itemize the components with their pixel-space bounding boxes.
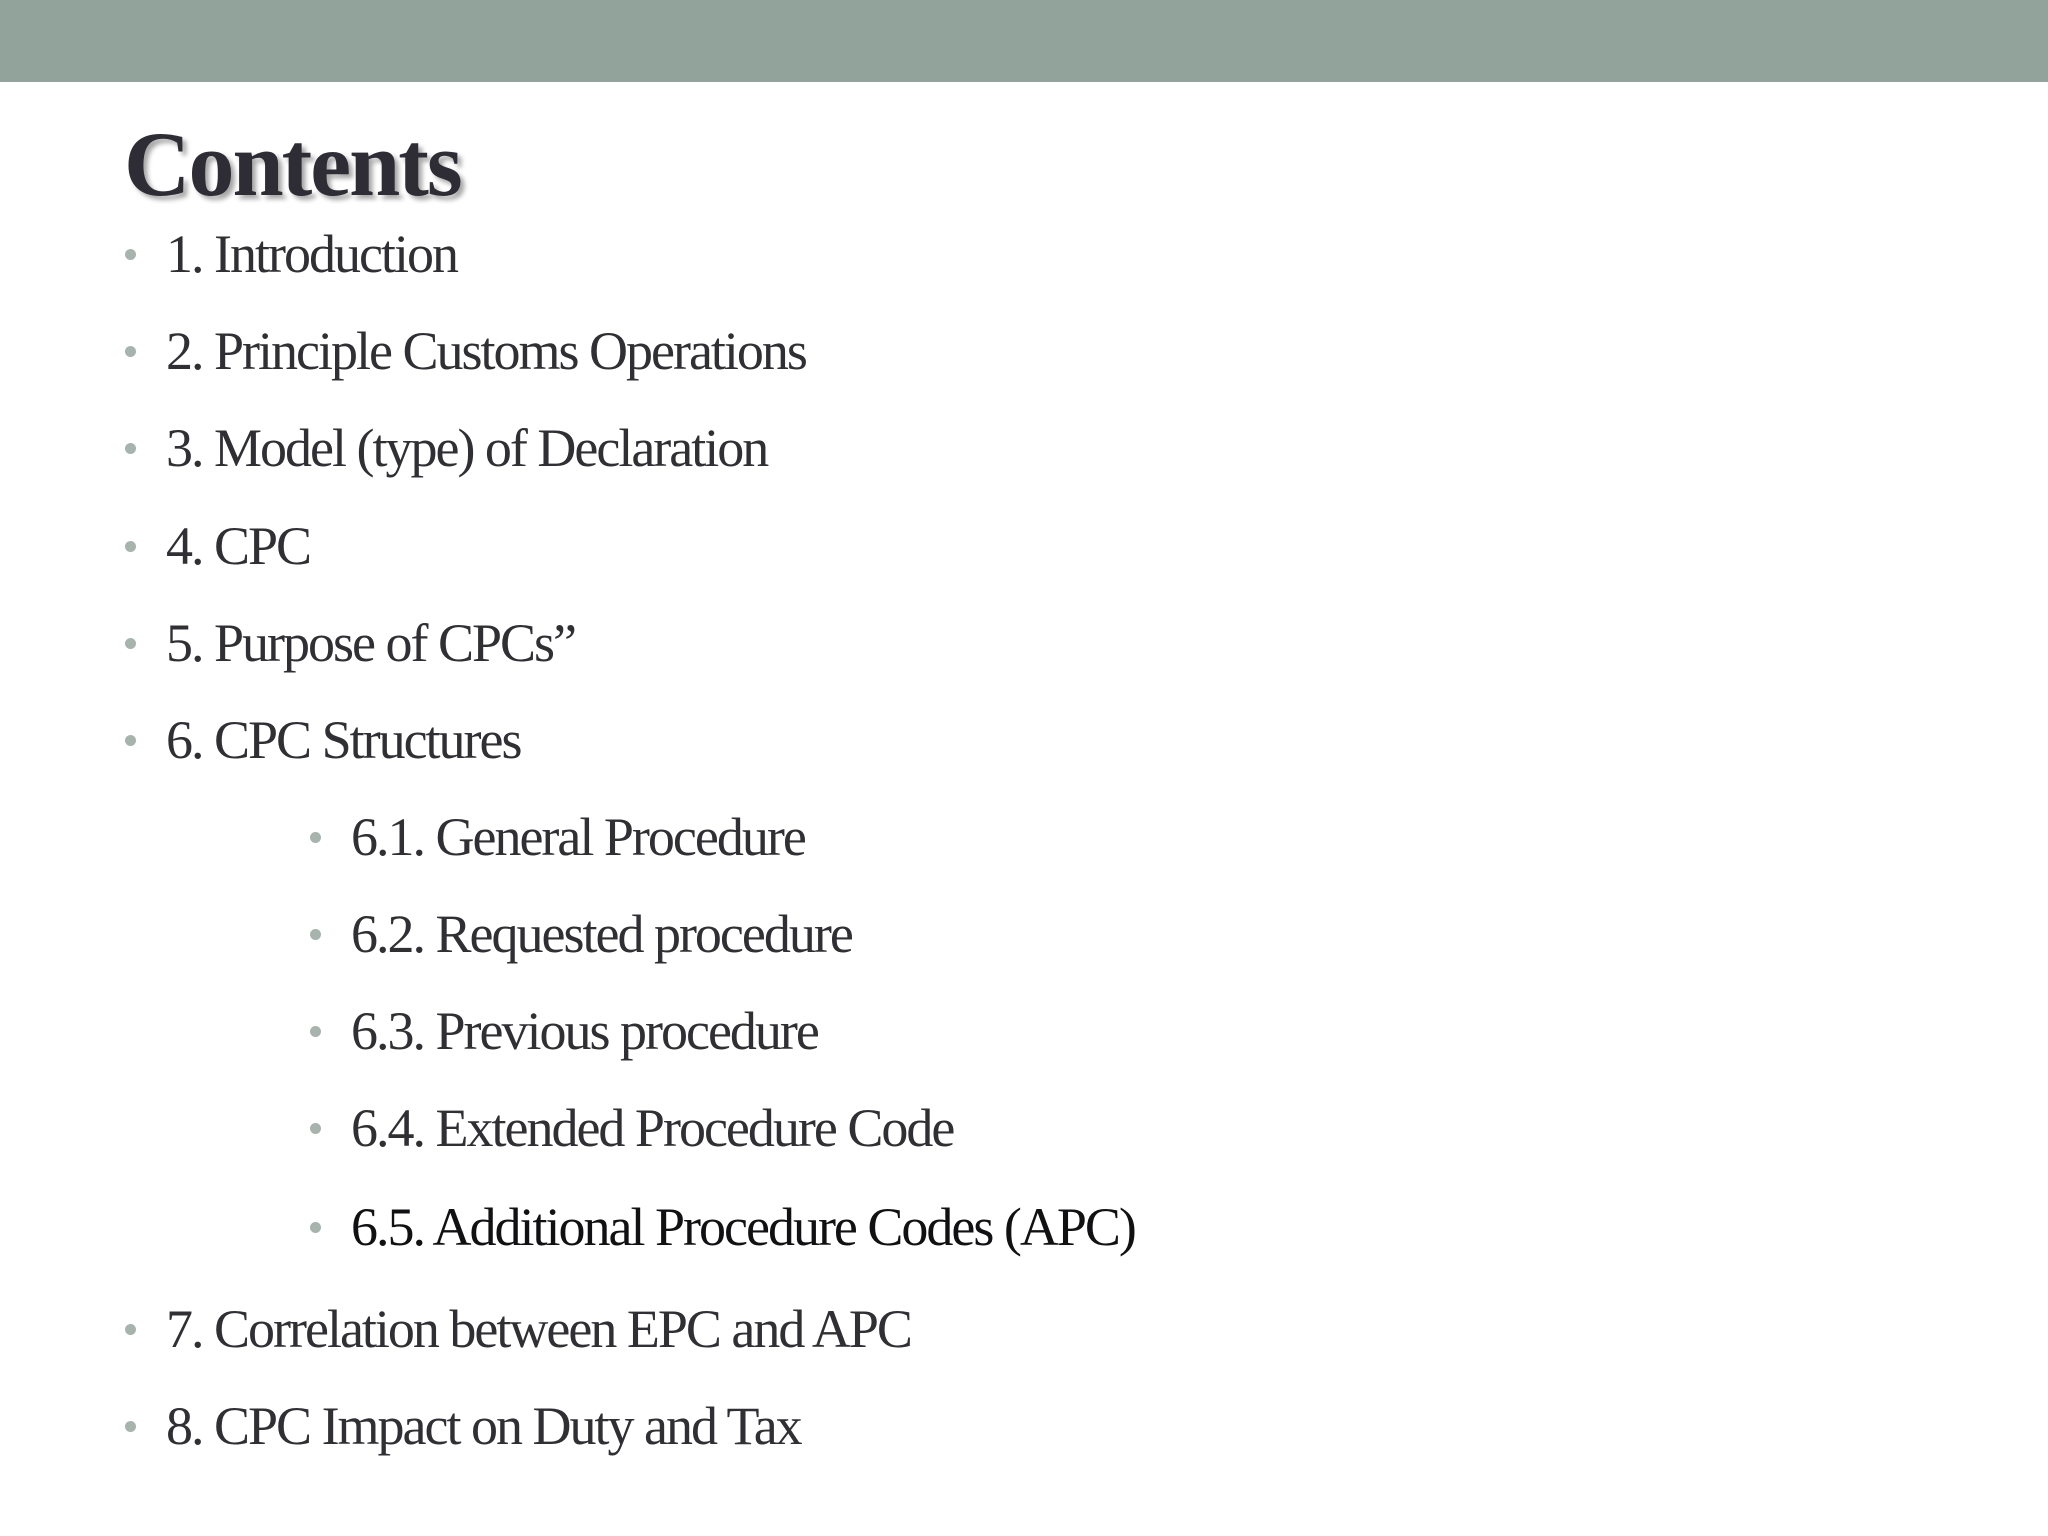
bullet-icon (125, 638, 136, 649)
list-item-label: 6.5. Additional Procedure Codes (APC) (351, 1197, 1135, 1257)
bullet-icon (125, 1421, 136, 1432)
sub-list-item (310, 1088, 953, 1168)
list-item-label: 7. Correlation between EPC and APC (166, 1299, 911, 1359)
list-item-label: 6.4. Extended Procedure Code (351, 1098, 954, 1158)
bullet-icon (310, 1222, 321, 1233)
sub-list-item (310, 991, 818, 1071)
list-item-label: 8. CPC Impact on Duty and Tax (166, 1396, 801, 1456)
list-item (125, 1289, 911, 1369)
bullet-icon (310, 832, 321, 843)
list-item-label: 6.2. Requested procedure (351, 904, 852, 964)
list-item (125, 700, 521, 780)
list-item (125, 1386, 801, 1466)
bullet-icon (125, 249, 136, 260)
sub-list-item (310, 1187, 1135, 1267)
list-item-label: 6.3. Previous procedure (351, 1001, 818, 1061)
list-item-label: 3. Model (type) of Declaration (166, 418, 768, 478)
list-item-label: 5. Purpose of CPCs” (166, 613, 576, 673)
list-item (125, 214, 457, 294)
list-item (125, 408, 767, 488)
bullet-icon (125, 443, 136, 454)
bullet-icon (310, 1026, 321, 1037)
bullet-icon (125, 541, 136, 552)
bullet-icon (310, 929, 321, 940)
sub-list-item (310, 797, 805, 877)
bullet-icon (310, 1123, 321, 1134)
bullet-icon (125, 346, 136, 357)
slide-title: Contents (124, 113, 461, 215)
list-item (125, 506, 310, 586)
sub-list-item (310, 894, 852, 974)
list-item (125, 311, 806, 391)
list-item-label: 6. CPC Structures (166, 710, 521, 770)
list-item-label: 6.1. General Procedure (351, 807, 805, 867)
list-item-label: 4. CPC (166, 516, 311, 576)
list-item-label: 1. Introduction (166, 224, 457, 284)
bullet-icon (125, 1324, 136, 1335)
bullet-icon (125, 735, 136, 746)
list-item (125, 603, 575, 683)
list-item-label: 2. Principle Customs Operations (166, 321, 806, 381)
